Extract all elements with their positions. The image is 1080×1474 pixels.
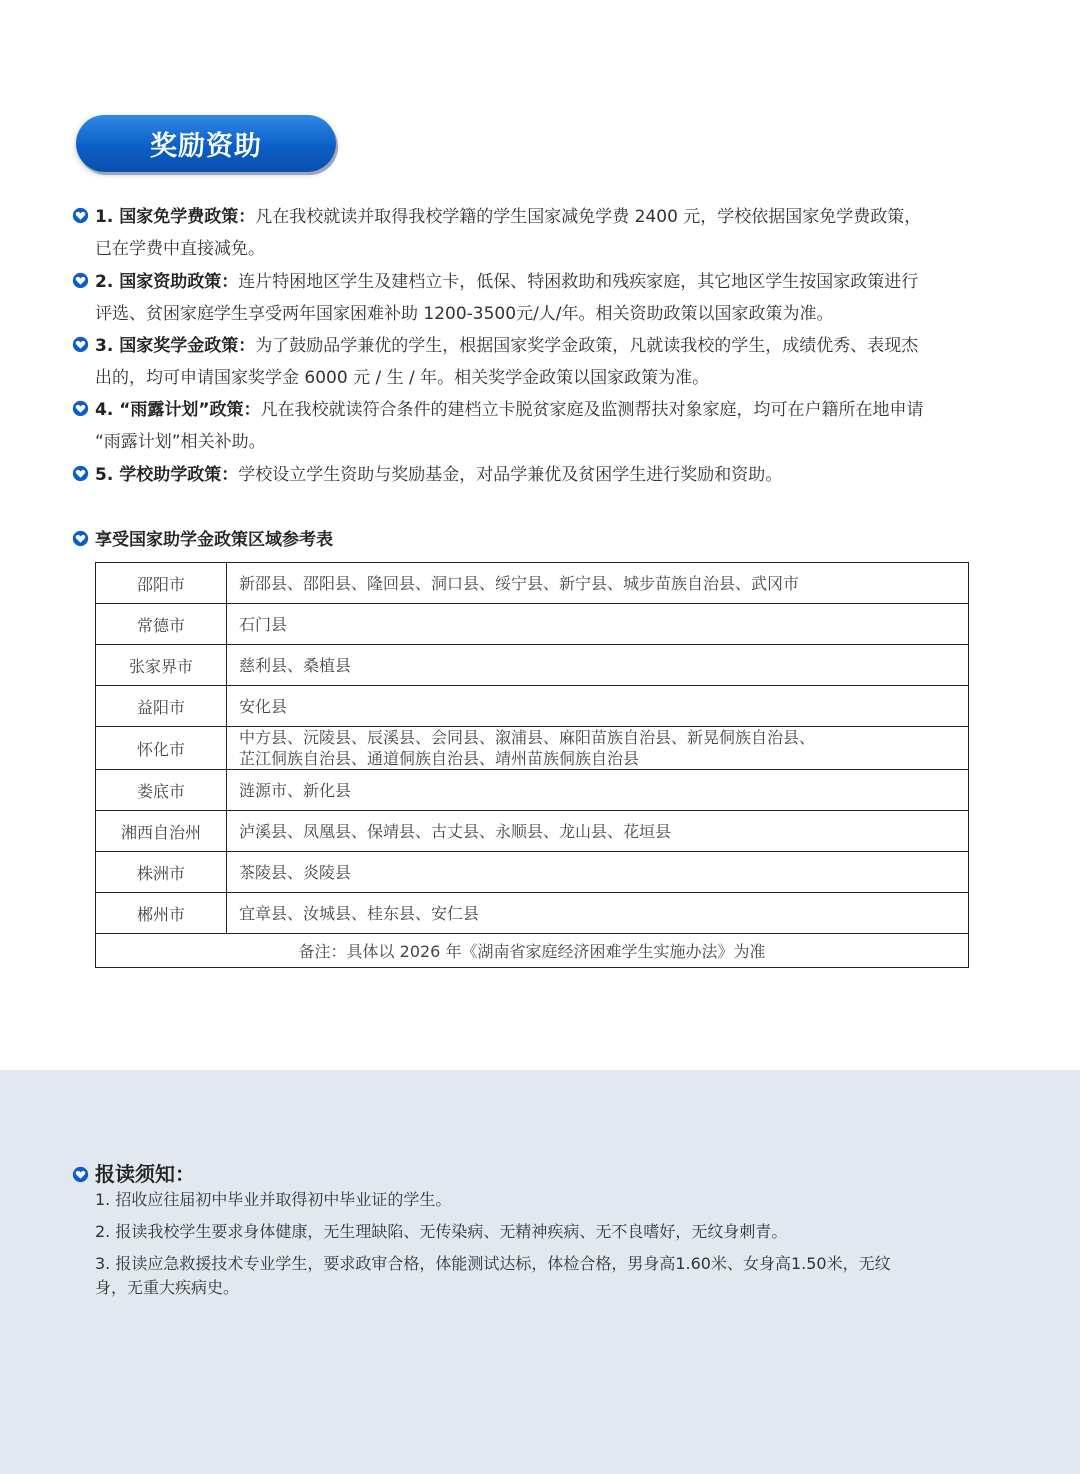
section-title: 奖励资助: [150, 131, 262, 162]
region-table: [95, 562, 969, 968]
table-title-text: 享受国家助学金政策区域参考表: [95, 530, 333, 550]
county-cell: 宜章县、汝城县、桂东县、安仁县: [227, 893, 969, 934]
policy-text: 凡在我校就读符合条件的建档立卡脱贫家庭及监测帮扶对象家庭，均可在户籍所在地申请: [260, 400, 924, 420]
notice-item-1: 1. 招收应往届初中毕业并取得初中毕业证的学生。: [95, 1190, 452, 1209]
county-cell: 慈利县、桑植县: [227, 645, 969, 686]
table-row: [96, 727, 969, 770]
county-cell: [227, 727, 969, 770]
section-banner: [76, 115, 336, 172]
county-cell: 石门县: [227, 604, 969, 645]
policy-item-3: [72, 330, 992, 394]
table-row: [96, 645, 969, 686]
bullet-icon: [72, 336, 89, 353]
policy-text-cont: “雨露计划”相关补助。: [95, 432, 266, 452]
city-cell: 湘西自治州: [96, 811, 227, 852]
policy-text: 凡在我校就读并取得我校学籍的学生国家减免学费 2400 元，学校依据国家免学费政策，: [255, 207, 922, 227]
policy-text-cont: 已在学费中直接减免。: [95, 239, 265, 259]
city-cell: 张家界市: [96, 645, 227, 686]
policy-head: 3. 国家奖学金政策：: [95, 336, 256, 356]
county-cell: 泸溪县、凤凰县、保靖县、古丈县、永顺县、龙山县、花垣县: [227, 811, 969, 852]
notice-item-3: 3. 报读应急救援技术专业学生，要求政审合格，体能测试达标，体检合格，男身高1.60米、女身高1.50米，无纹: [95, 1254, 891, 1273]
notice-title: [72, 1158, 195, 1187]
policy-head: 4. “雨露计划”政策：: [95, 400, 261, 420]
bullet-icon: [72, 207, 89, 224]
policy-item-1: [72, 201, 992, 265]
bullet-icon: [72, 1166, 89, 1183]
bullet-icon: [72, 465, 89, 482]
city-cell: 郴州市: [96, 893, 227, 934]
policy-text: 学校设立学生资助与奖励基金，对品学兼优及贫困学生进行奖励和资助。: [238, 465, 783, 485]
policy-text-cont: 出的，均可申请国家奖学金 6000 元 / 生 / 年。相关奖学金政策以国家政策为准。: [95, 368, 710, 388]
county-cell: 安化县: [227, 686, 969, 727]
policy-text-cont: 评选、贫困家庭学生享受两年国家困难补助 1200-3500元/人/年。相关资助政策以国家政策为准。: [95, 304, 834, 324]
county-line: 芷江侗族自治县、通道侗族自治县、靖州苗族侗族自治县: [239, 749, 640, 768]
notice-title-text: 报读须知：: [95, 1162, 195, 1186]
table-row: [96, 811, 969, 852]
policy-text: 连片特困地区学生及建档立卡，低保、特困救助和残疾家庭，其它地区学生按国家政策进行: [238, 272, 919, 292]
table-row: [96, 686, 969, 727]
policy-head: 5. 学校助学政策：: [95, 465, 239, 485]
bullet-icon: [72, 400, 89, 417]
policy-item-5: [72, 459, 992, 491]
table-row: [96, 563, 969, 604]
policy-text: 为了鼓励品学兼优的学生，根据国家奖学金政策，凡就读我校的学生，成绩优秀、表现杰: [255, 336, 919, 356]
county-cell: 新邵县、邵阳县、隆回县、洞口县、绥宁县、新宁县、城步苗族自治县、武冈市: [227, 563, 969, 604]
table-row: [96, 852, 969, 893]
county-cell: 涟源市、新化县: [227, 770, 969, 811]
policy-item-2: [72, 266, 992, 330]
city-cell: 邵阳市: [96, 563, 227, 604]
table-row: [96, 893, 969, 934]
table-note-row: [96, 934, 969, 968]
city-cell: 娄底市: [96, 770, 227, 811]
bullet-icon: [72, 530, 89, 547]
policy-item-4: [72, 394, 992, 458]
policy-head: 1. 国家免学费政策：: [95, 207, 256, 227]
bullet-icon: [72, 272, 89, 289]
table-row: [96, 604, 969, 645]
county-line: 中方县、沅陵县、辰溪县、会同县、溆浦县、麻阳苗族自治县、新晃侗族自治县、: [239, 728, 816, 747]
county-cell: 茶陵县、炎陵县: [227, 852, 969, 893]
city-cell: 益阳市: [96, 686, 227, 727]
city-cell: 常德市: [96, 604, 227, 645]
notice-item-2: 2. 报读我校学生要求身体健康，无生理缺陷、无传染病、无精神疾病、无不良嗜好，无纹身刺青。: [95, 1222, 788, 1241]
policy-head: 2. 国家资助政策：: [95, 272, 239, 292]
table-note: 备注：具体以 2026 年《湖南省家庭经济困难学生实施办法》为准: [96, 934, 969, 968]
table-row: [96, 770, 969, 811]
city-cell: 株洲市: [96, 852, 227, 893]
city-cell: 怀化市: [96, 727, 227, 770]
table-title: [72, 525, 333, 550]
notice-item-3-cont: 身，无重大疾病史。: [95, 1278, 240, 1297]
